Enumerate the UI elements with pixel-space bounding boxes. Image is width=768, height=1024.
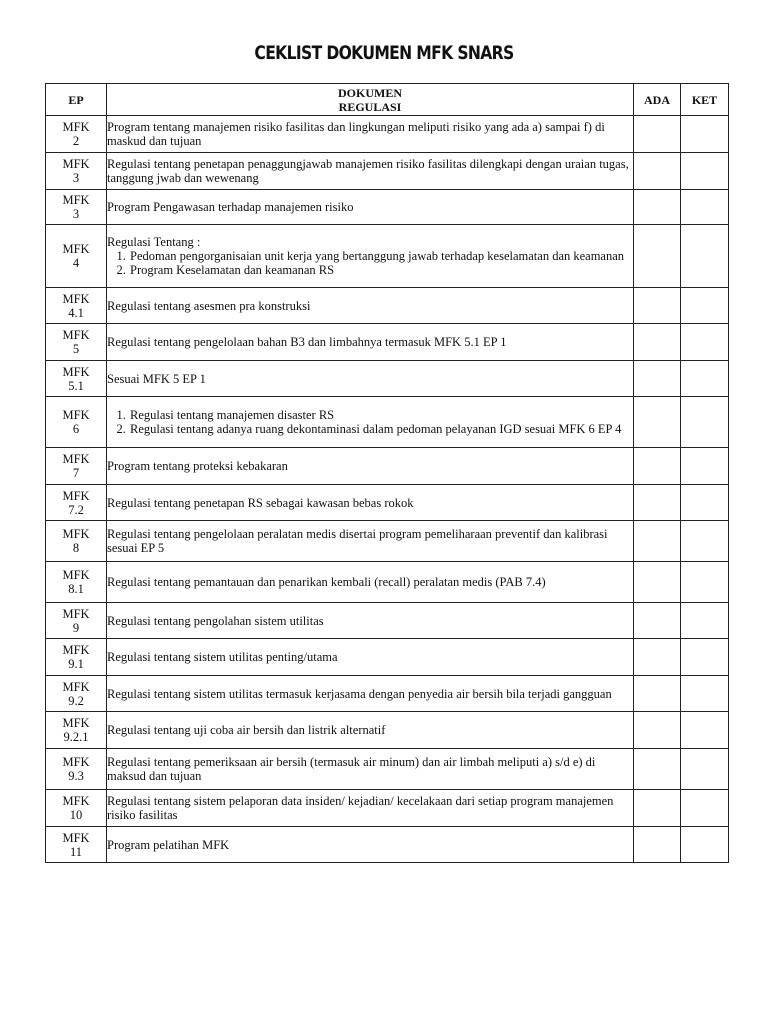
- ep-number: 2: [72, 134, 80, 148]
- document-cell: [107, 324, 634, 361]
- ada-checkbox-cell[interactable]: [634, 397, 681, 448]
- ep-number: 7.2: [68, 502, 84, 517]
- document-cell: [107, 288, 634, 324]
- ada-checkbox-cell[interactable]: [634, 190, 681, 225]
- ada-checkbox-cell[interactable]: [634, 676, 681, 712]
- ada-checkbox-cell[interactable]: [634, 521, 681, 562]
- ep-cell: [46, 397, 107, 448]
- checklist-table: [45, 83, 729, 863]
- ada-checkbox-cell[interactable]: [634, 153, 681, 190]
- ket-note-cell[interactable]: [681, 521, 729, 562]
- ket-note-cell[interactable]: [681, 153, 729, 190]
- header-ket: KET: [681, 84, 729, 116]
- table-row: [46, 485, 729, 521]
- ada-checkbox-cell[interactable]: [634, 361, 681, 397]
- header-ep: EP: [46, 84, 107, 116]
- document-cell: [107, 361, 634, 397]
- ep-cell: [46, 790, 107, 827]
- ket-note-cell[interactable]: [681, 225, 729, 288]
- table-row: [46, 397, 729, 448]
- ep-cell: [46, 603, 107, 639]
- ada-checkbox-cell[interactable]: [634, 712, 681, 749]
- document-text: Regulasi tentang pemeriksaan air bersih (termasuk air minum) dan air limbah meliputi a) s/d e) di maksud dan tujuan: [107, 755, 596, 783]
- ket-note-cell[interactable]: [681, 749, 729, 790]
- ep-cell: [46, 361, 107, 397]
- ep-code: MFK: [62, 679, 90, 694]
- ep-code: MFK: [62, 291, 90, 306]
- document-cell: [107, 827, 634, 863]
- ket-note-cell[interactable]: [681, 116, 729, 153]
- document-text: Regulasi tentang penetapan penaggungjawab manajemen risiko fasilitas dilengkapi dengan uraian tugas, tanggung jwab dan wewenang: [107, 157, 629, 185]
- document-cell: [107, 521, 634, 562]
- table-row: [46, 448, 729, 485]
- ada-checkbox-cell[interactable]: [634, 116, 681, 153]
- document-text: Regulasi tentang pemantauan dan penarikan kembali (recall) peralatan medis (PAB 7.4): [107, 575, 546, 589]
- ep-cell: [46, 639, 107, 676]
- header-dokumen-line1: DOKUMEN: [338, 85, 402, 100]
- ep-code: MFK: [62, 568, 90, 582]
- ket-note-cell[interactable]: [681, 712, 729, 749]
- document-text: Sesuai MFK 5 EP 1: [107, 371, 206, 386]
- ket-note-cell[interactable]: [681, 603, 729, 639]
- ket-note-cell[interactable]: [681, 639, 729, 676]
- document-list: [107, 408, 633, 436]
- ket-note-cell[interactable]: [681, 790, 729, 827]
- document-text: Regulasi tentang asesmen pra konstruksi: [107, 298, 311, 313]
- document-cell: [107, 790, 634, 827]
- table-row: [46, 361, 729, 397]
- ep-code: MFK: [62, 193, 90, 207]
- ada-checkbox-cell[interactable]: [634, 639, 681, 676]
- document-cell: [107, 225, 634, 288]
- ep-code: MFK: [62, 242, 90, 256]
- document-text: Regulasi tentang pengelolaan bahan B3 dan limbahnya termasuk MFK 5.1 EP 1: [107, 335, 507, 349]
- ep-number: 9.2.1: [63, 730, 89, 744]
- ep-number: 9.2: [68, 693, 84, 708]
- document-cell: [107, 639, 634, 676]
- ep-number: 7: [72, 466, 80, 480]
- ep-cell: [46, 288, 107, 324]
- ada-checkbox-cell[interactable]: [634, 288, 681, 324]
- ep-code: MFK: [62, 606, 90, 621]
- table-row: [46, 712, 729, 749]
- ep-number: 3: [72, 171, 80, 185]
- document-text: Regulasi tentang uji coba air bersih dan listrik alternatif: [107, 723, 386, 737]
- ep-code: MFK: [62, 408, 90, 422]
- ep-number: 5.1: [68, 378, 84, 393]
- ep-cell: [46, 225, 107, 288]
- ep-number: 5: [72, 342, 80, 356]
- ep-code: MFK: [62, 364, 90, 379]
- table-row: [46, 324, 729, 361]
- ket-note-cell[interactable]: [681, 485, 729, 521]
- ep-number: 9.1: [68, 657, 84, 671]
- table-row: [46, 749, 729, 790]
- ket-note-cell[interactable]: [681, 827, 729, 863]
- document-list-item: 1. Pedoman pengorganisaian unit kerja yang bertanggung jawab terhadap keselamatan dan keamanan: [129, 249, 633, 263]
- ep-number: 4.1: [68, 305, 84, 320]
- table-row: [46, 521, 729, 562]
- table-row: [46, 603, 729, 639]
- ada-checkbox-cell[interactable]: [634, 749, 681, 790]
- ep-code: MFK: [62, 755, 90, 769]
- ep-cell: [46, 116, 107, 153]
- header-ada: ADA: [634, 84, 681, 116]
- document-cell: [107, 676, 634, 712]
- document-text: Regulasi tentang pengolahan sistem utilitas: [107, 613, 324, 628]
- table-row: [46, 676, 729, 712]
- table-row: [46, 790, 729, 827]
- document-cell: [107, 712, 634, 749]
- ep-cell: [46, 190, 107, 225]
- ket-note-cell[interactable]: [681, 361, 729, 397]
- header-dokumen-line2: REGULASI: [338, 99, 402, 114]
- ep-code: MFK: [62, 488, 90, 503]
- document-text: Regulasi Tentang :: [107, 235, 201, 249]
- ep-number: 9: [72, 620, 80, 635]
- ep-cell: [46, 521, 107, 562]
- document-text: Regulasi tentang penetapan RS sebagai kawasan bebas rokok: [107, 495, 414, 510]
- ep-number: 8.1: [68, 582, 84, 596]
- table-row: [46, 116, 729, 153]
- document-text: Program pelatihan MFK: [107, 837, 230, 852]
- document-text: Regulasi tentang sistem pelaporan data insiden/ kejadian/ kecelakaan dari setiap program manajemen risiko fasilitas: [107, 794, 614, 822]
- document-text: Regulasi tentang pengelolaan peralatan medis disertai program pemeliharaan preventif dan kalibrasi sesuai EP 5: [107, 527, 608, 555]
- ep-code: MFK: [62, 794, 90, 808]
- ep-code: MFK: [62, 328, 90, 342]
- document-cell: [107, 562, 634, 603]
- document-list: [107, 249, 633, 277]
- ada-checkbox-cell[interactable]: [634, 448, 681, 485]
- header-dokumen: [107, 84, 634, 116]
- ep-number: 10: [69, 808, 83, 822]
- ket-note-cell[interactable]: [681, 676, 729, 712]
- ada-checkbox-cell[interactable]: [634, 790, 681, 827]
- page-title: CEKLIST DOKUMEN MFK SNARS: [254, 42, 514, 64]
- ada-checkbox-cell[interactable]: [634, 562, 681, 603]
- ep-cell: [46, 676, 107, 712]
- ep-cell: [46, 448, 107, 485]
- ep-code: MFK: [62, 527, 90, 541]
- ket-note-cell[interactable]: [681, 288, 729, 324]
- document-list-item: 1. Regulasi tentang manajemen disaster RS: [129, 408, 633, 422]
- ep-code: MFK: [62, 830, 90, 845]
- ket-note-cell[interactable]: [681, 397, 729, 448]
- document-text: Regulasi tentang sistem utilitas penting/utama: [107, 650, 338, 664]
- table-row: [46, 562, 729, 603]
- ep-cell: [46, 324, 107, 361]
- document-cell: [107, 153, 634, 190]
- ep-number: 9.3: [68, 769, 84, 783]
- table-row: [46, 288, 729, 324]
- ep-cell: [46, 485, 107, 521]
- ket-note-cell[interactable]: [681, 190, 729, 225]
- document-text: Program Pengawasan terhadap manajemen risiko: [107, 200, 354, 214]
- ket-note-cell[interactable]: [681, 324, 729, 361]
- ep-code: MFK: [62, 643, 90, 657]
- table-row: [46, 827, 729, 863]
- document-list-item: 2. Regulasi tentang adanya ruang dekontaminasi dalam pedoman pelayanan IGD sesuai MFK 6 EP 4: [129, 422, 633, 436]
- table-header-row: [46, 84, 729, 116]
- ada-checkbox-cell[interactable]: [634, 324, 681, 361]
- ket-note-cell[interactable]: [681, 448, 729, 485]
- ep-cell: [46, 153, 107, 190]
- ep-number: 6: [72, 422, 80, 436]
- ep-cell: [46, 562, 107, 603]
- table-row: [46, 153, 729, 190]
- ep-number: 3: [72, 207, 80, 221]
- ep-code: MFK: [62, 157, 90, 171]
- document-cell: [107, 448, 634, 485]
- ep-code: MFK: [62, 452, 90, 466]
- ep-number: 8: [72, 541, 80, 555]
- ep-code: MFK: [62, 716, 90, 730]
- document-cell: [107, 485, 634, 521]
- ep-cell: [46, 827, 107, 863]
- document-cell: [107, 749, 634, 790]
- document-text: Program tentang proteksi kebakaran: [107, 459, 288, 473]
- table-row: [46, 639, 729, 676]
- document-text: Regulasi tentang sistem utilitas termasuk kerjasama dengan penyedia air bersih bila terjadi gangguan: [107, 686, 612, 701]
- ep-number: 4: [72, 256, 80, 270]
- document-cell: [107, 603, 634, 639]
- table-row: [46, 225, 729, 288]
- ada-checkbox-cell[interactable]: [634, 225, 681, 288]
- document-cell: [107, 190, 634, 225]
- table-row: [46, 190, 729, 225]
- ada-checkbox-cell[interactable]: [634, 827, 681, 863]
- document-cell: [107, 397, 634, 448]
- document-cell: [107, 116, 634, 153]
- document-text: Program tentang manajemen risiko fasilitas dan lingkungan meliputi risiko yang ada a) sampai f) di maskud dan tujuan: [107, 120, 605, 148]
- ket-note-cell[interactable]: [681, 562, 729, 603]
- document-list-item: 2. Program Keselamatan dan keamanan RS: [129, 263, 633, 277]
- ep-cell: [46, 712, 107, 749]
- ep-number: 11: [69, 844, 83, 859]
- ep-cell: [46, 749, 107, 790]
- ep-code: MFK: [62, 120, 90, 134]
- ada-checkbox-cell[interactable]: [634, 485, 681, 521]
- ada-checkbox-cell[interactable]: [634, 603, 681, 639]
